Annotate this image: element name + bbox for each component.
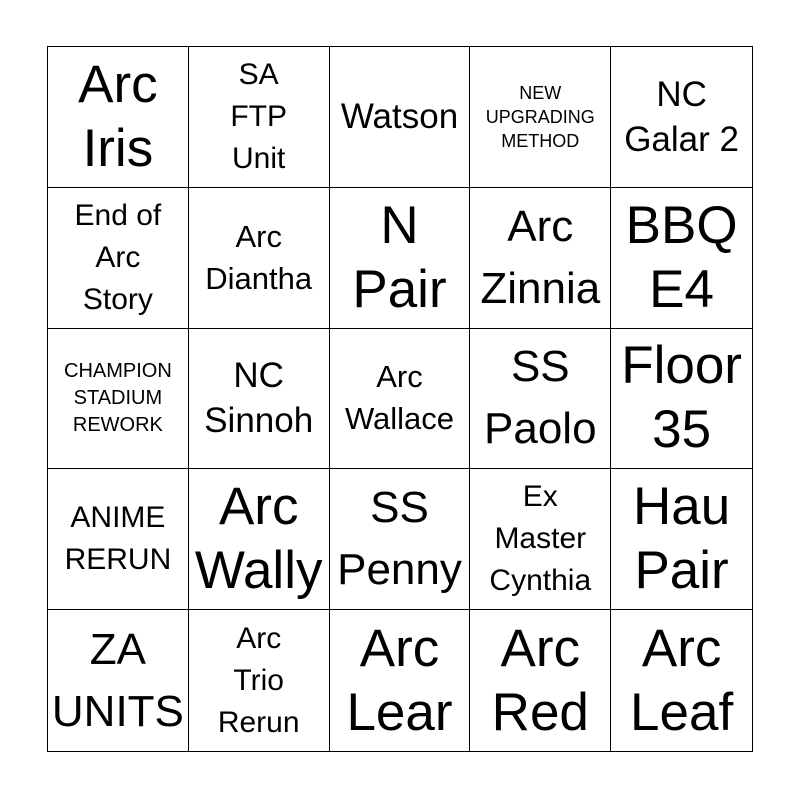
bingo-cell-line: Rerun xyxy=(217,705,300,739)
bingo-cell-r2-c5[interactable] xyxy=(611,188,752,329)
bingo-cell-r5-c4[interactable] xyxy=(470,610,611,751)
bingo-cell-r4-c1[interactable] xyxy=(48,469,189,610)
bingo-cell-line: Trio xyxy=(233,663,284,697)
bingo-cell-r4-c4[interactable] xyxy=(470,469,611,610)
bingo-cell-r1-c5[interactable] xyxy=(611,47,752,188)
bingo-cell-text xyxy=(624,72,739,162)
bingo-cell-r3-c4[interactable] xyxy=(470,329,611,470)
bingo-cell-text xyxy=(65,497,172,581)
bingo-cell-line: Sinnoh xyxy=(204,401,314,441)
bingo-cell-line: Master xyxy=(494,522,587,556)
bingo-cell-text xyxy=(205,216,312,300)
bingo-cell-r4-c5[interactable] xyxy=(611,469,752,610)
bingo-cell-line: Arc xyxy=(235,218,282,254)
bingo-cell-r2-c2[interactable] xyxy=(189,188,330,329)
bingo-cell-line: Leaf xyxy=(630,682,734,742)
bingo-cell-text xyxy=(337,477,462,601)
bingo-cell-text xyxy=(489,476,591,602)
bingo-cell-text xyxy=(345,356,454,440)
bingo-cell-line: Pair xyxy=(634,541,729,601)
bingo-cell-line: METHOD xyxy=(501,130,580,151)
bingo-cell-text xyxy=(630,617,733,745)
bingo-cell-text xyxy=(52,619,184,743)
bingo-cell-text xyxy=(75,195,162,321)
bingo-cell-line: STADIUM xyxy=(73,386,163,409)
bingo-cell-r1-c4[interactable] xyxy=(470,47,611,188)
bingo-cell-text xyxy=(633,475,730,603)
bingo-cell-text xyxy=(230,54,287,180)
bingo-cell-line: Diantha xyxy=(205,260,313,296)
bingo-cell-line: UNITS xyxy=(51,686,184,736)
bingo-cell-r1-c2[interactable] xyxy=(189,47,330,188)
bingo-cell-r2-c3[interactable] xyxy=(330,188,471,329)
bingo-cell-line: E4 xyxy=(649,259,714,319)
bingo-cell-r3-c5[interactable] xyxy=(611,329,752,470)
bingo-cell-line: 35 xyxy=(652,400,712,460)
bingo-cell-line: Arc xyxy=(359,618,440,678)
bingo-cell-text xyxy=(64,358,172,439)
bingo-cell-line: End of xyxy=(74,198,162,232)
bingo-cell-line: Paolo xyxy=(484,404,597,454)
bingo-cell-r5-c1[interactable] xyxy=(48,610,189,751)
bingo-cell-text xyxy=(204,353,313,443)
bingo-cell-r3-c2[interactable] xyxy=(189,329,330,470)
bingo-cell-text xyxy=(195,475,323,603)
bingo-cell-text xyxy=(346,617,452,745)
bingo-cell-text xyxy=(480,196,600,320)
bingo-cell-r2-c1[interactable] xyxy=(48,188,189,329)
bingo-cell-line: RERUN xyxy=(64,543,172,577)
bingo-cell-line: FTP xyxy=(230,99,288,133)
bingo-cell-line: Arc xyxy=(95,240,141,274)
bingo-cell-r4-c3[interactable] xyxy=(330,469,471,610)
bingo-cell-r3-c3[interactable] xyxy=(330,329,471,470)
bingo-cell-line: SS xyxy=(510,342,570,392)
bingo-cell-line: Arc xyxy=(507,201,574,251)
bingo-cell-line: Arc xyxy=(218,477,299,537)
bingo-cell-line: Zinnia xyxy=(480,263,601,313)
bingo-board xyxy=(47,46,753,752)
bingo-cell-line: BBQ xyxy=(625,195,738,255)
bingo-cell-text xyxy=(352,194,446,322)
bingo-cell-r5-c5[interactable] xyxy=(611,610,752,751)
bingo-cell-line: Hau xyxy=(632,477,731,537)
bingo-cell-r1-c3[interactable] xyxy=(330,47,471,188)
bingo-cell-line: Pair xyxy=(352,259,447,319)
bingo-cell-line: Iris xyxy=(82,118,154,178)
bingo-cell-line: Galar 2 xyxy=(624,119,739,159)
bingo-cell-line: NC xyxy=(233,356,284,396)
bingo-cell-line: Arc xyxy=(641,618,722,678)
bingo-cell-line: Cynthia xyxy=(489,564,592,598)
bingo-cell-line: SS xyxy=(370,483,429,533)
bingo-cell-line: REWORK xyxy=(72,413,163,436)
bingo-cell-line: Penny xyxy=(337,545,462,595)
bingo-cell-line: Wallace xyxy=(344,401,455,437)
bingo-cell-line: Ex xyxy=(522,480,558,514)
bingo-cell-text xyxy=(626,194,738,322)
bingo-cell-text xyxy=(486,81,595,153)
bingo-cell-line: CHAMPION xyxy=(64,359,172,382)
bingo-cell-line: Arc xyxy=(236,621,282,655)
bingo-cell-line: Floor xyxy=(621,336,742,396)
bingo-cell-text xyxy=(78,53,158,181)
bingo-cell-line: NEW xyxy=(519,82,562,103)
bingo-cell-r5-c3[interactable] xyxy=(330,610,471,751)
bingo-cell-line: ANIME xyxy=(70,501,166,535)
bingo-cell-line: Arc xyxy=(78,54,158,114)
bingo-cell-line: Red xyxy=(491,682,589,742)
bingo-cell-r4-c2[interactable] xyxy=(189,469,330,610)
bingo-cell-text xyxy=(218,618,300,744)
bingo-cell-text xyxy=(621,334,742,462)
bingo-cell-line: SA xyxy=(238,57,279,91)
bingo-cell-text xyxy=(484,336,597,460)
bingo-cell-r3-c1[interactable] xyxy=(48,329,189,470)
bingo-cell-line: Arc xyxy=(376,359,423,395)
bingo-cell-line: Story xyxy=(82,282,153,316)
bingo-cell-line: N xyxy=(380,195,419,255)
bingo-cell-line: ZA xyxy=(89,624,146,674)
bingo-cell-text xyxy=(492,617,589,745)
bingo-cell-line: NC xyxy=(656,74,707,114)
bingo-cell-r5-c2[interactable] xyxy=(189,610,330,751)
bingo-cell-text xyxy=(341,94,458,139)
bingo-cell-line: Lear xyxy=(346,682,453,742)
bingo-cell-r2-c4[interactable] xyxy=(470,188,611,329)
bingo-cell-line: Wally xyxy=(194,541,323,601)
bingo-cell-line: Arc xyxy=(500,618,581,678)
bingo-cell-line: Watson xyxy=(340,97,459,137)
bingo-cell-r1-c1[interactable] xyxy=(48,47,189,188)
bingo-cell-line: UPGRADING xyxy=(485,106,595,127)
bingo-cell-line: Unit xyxy=(232,141,286,175)
